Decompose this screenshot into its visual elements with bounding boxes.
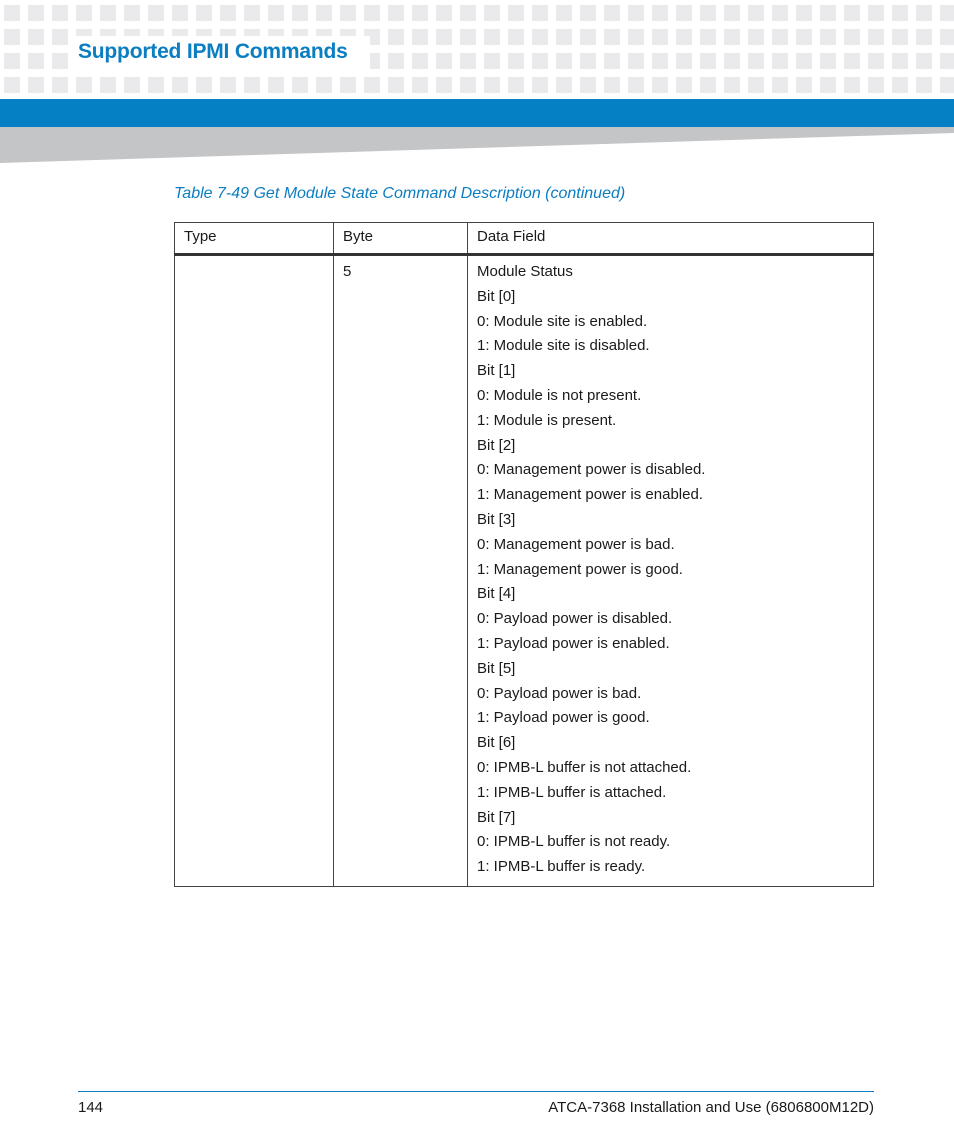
data-field-line: 1: IPMB-L buffer is attached. bbox=[477, 783, 667, 801]
table-row bbox=[175, 255, 874, 887]
data-field-line: Module Status bbox=[477, 263, 573, 280]
byte-value: 5 bbox=[343, 263, 352, 280]
data-field-line: Bit [5] bbox=[477, 659, 516, 677]
data-field-line: Bit [6] bbox=[477, 734, 516, 752]
data-field-line: 0: Module site is enabled. bbox=[477, 312, 648, 330]
column-header-byte: Byte bbox=[334, 223, 468, 255]
data-field-line: 0: Payload power is disabled. bbox=[477, 610, 673, 628]
data-field-line: 0: Module is not present. bbox=[477, 386, 642, 404]
data-field-line: 1: Payload power is good. bbox=[477, 709, 650, 727]
cell-data-field bbox=[468, 255, 874, 887]
column-header-type: Type bbox=[175, 223, 334, 255]
data-field-line: 1: Payload power is enabled. bbox=[477, 634, 670, 652]
cell-byte bbox=[334, 255, 468, 887]
header-grey-wedge bbox=[0, 127, 954, 163]
data-field-line: Bit [3] bbox=[477, 510, 516, 528]
data-field-line: 1: IPMB-L buffer is ready. bbox=[477, 858, 646, 876]
data-field-line: 0: Payload power is bad. bbox=[477, 684, 642, 702]
data-field-line: 0: Management power is bad. bbox=[477, 535, 675, 553]
data-field-line: Bit [4] bbox=[477, 585, 516, 603]
section-title: Supported IPMI Commands bbox=[78, 40, 348, 63]
data-field-line: 0: Management power is disabled. bbox=[477, 461, 706, 479]
data-field-line: 1: Module site is disabled. bbox=[477, 337, 650, 355]
data-field-line: Bit [0] bbox=[477, 287, 516, 305]
document-title: ATCA-7368 Installation and Use (6806800M12D) bbox=[548, 1099, 874, 1116]
data-field-line: 0: IPMB-L buffer is not ready. bbox=[477, 833, 671, 851]
data-field-line: Bit [2] bbox=[477, 436, 516, 454]
data-field-line: 1: Module is present. bbox=[477, 411, 617, 429]
data-field-line: 1: Management power is enabled. bbox=[477, 486, 703, 504]
command-description-table bbox=[174, 222, 874, 887]
cell-type bbox=[175, 255, 334, 887]
table-header-row bbox=[175, 223, 874, 255]
header-blue-bar bbox=[0, 99, 954, 127]
data-field-line: 1: Management power is good. bbox=[477, 560, 683, 578]
table-caption: Table 7-49 Get Module State Command Description (continued) bbox=[174, 185, 626, 202]
data-field-line: Bit [1] bbox=[477, 362, 516, 380]
data-field-line: Bit [7] bbox=[477, 808, 516, 826]
page-number: 144 bbox=[78, 1099, 104, 1116]
footer-rule bbox=[78, 1091, 874, 1092]
column-header-data-field: Data Field bbox=[468, 223, 874, 255]
data-field-line: 0: IPMB-L buffer is not attached. bbox=[477, 758, 692, 776]
